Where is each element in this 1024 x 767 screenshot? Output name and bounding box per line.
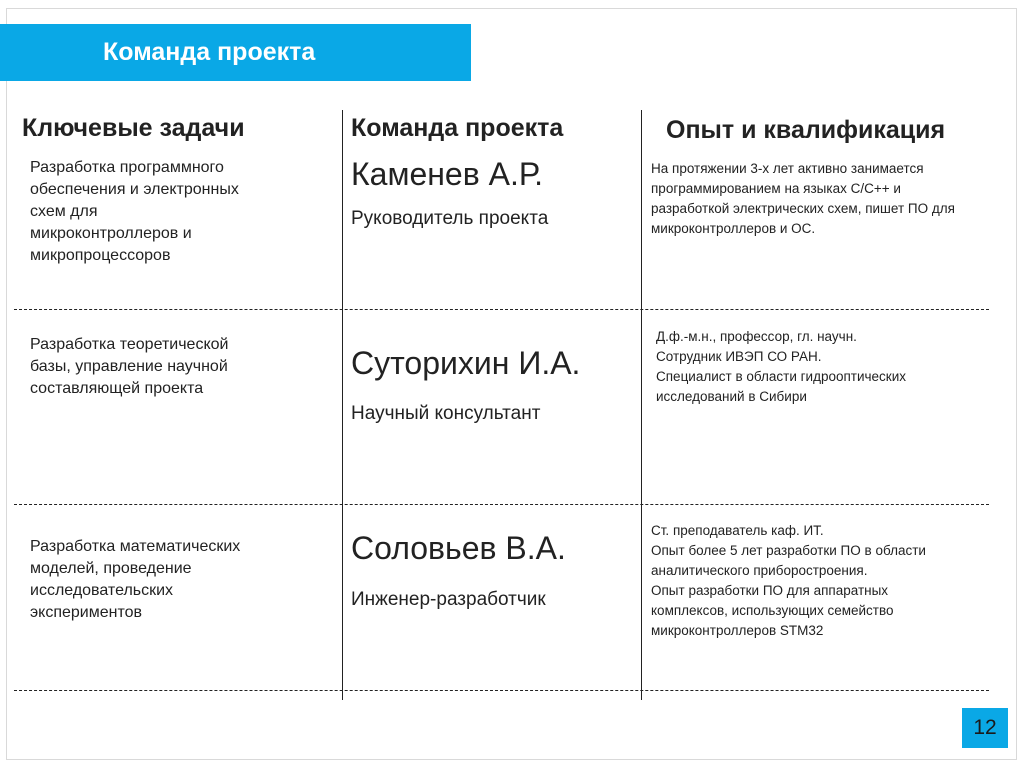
row-divider-3 <box>14 690 989 691</box>
column-header-team: Команда проекта <box>351 114 564 142</box>
member-role: Инженер-разработчик <box>351 589 546 610</box>
experience-cell: На протяжении 3-х лет активно занимается программированием на языках С/С++ и разработкой электрических схем, пишет ПО для микроконтроллеров и ОС. <box>651 161 955 236</box>
title-banner <box>0 24 471 81</box>
task-cell: Разработка математических моделей, проведение исследовательских экспериментов <box>30 538 241 621</box>
column-header-experience: Опыт и квалификация <box>666 116 946 144</box>
column-header-tasks: Ключевые задачи <box>22 114 245 142</box>
task-cell: Разработка программного обеспечения и электронных схем для микроконтроллеров и микропроцессоров <box>30 159 239 264</box>
member-role: Научный консультант <box>351 403 541 424</box>
member-role: Руководитель проекта <box>351 208 549 229</box>
slide-title: Команда проекта <box>103 38 316 66</box>
member-name: Соловьев В.А. <box>351 530 566 566</box>
row-divider-2 <box>14 504 989 505</box>
experience-cell: Д.ф.-м.н., профессор, гл. научн. Сотрудник ИВЭП СО РАН. Специалист в области гидрооптических исследований в Сибири <box>656 329 907 404</box>
row-divider-1 <box>14 309 989 310</box>
member-name: Каменев А.Р. <box>351 156 544 192</box>
experience-cell: Ст. преподаватель каф. ИТ. Опыт более 5 лет разработки ПО в области аналитического приборостроения. Опыт разработки ПО для аппаратных комплексов, использующих семейство микроконтроллеров STM32 <box>651 523 926 638</box>
column-divider-2 <box>641 110 642 700</box>
page-number: 12 <box>973 716 997 739</box>
column-divider-1 <box>342 110 343 700</box>
page-number-badge <box>962 708 1008 748</box>
member-name: Суторихин И.А. <box>351 345 581 381</box>
task-cell: Разработка теоретической базы, управление научной составляющей проекта <box>30 336 229 397</box>
